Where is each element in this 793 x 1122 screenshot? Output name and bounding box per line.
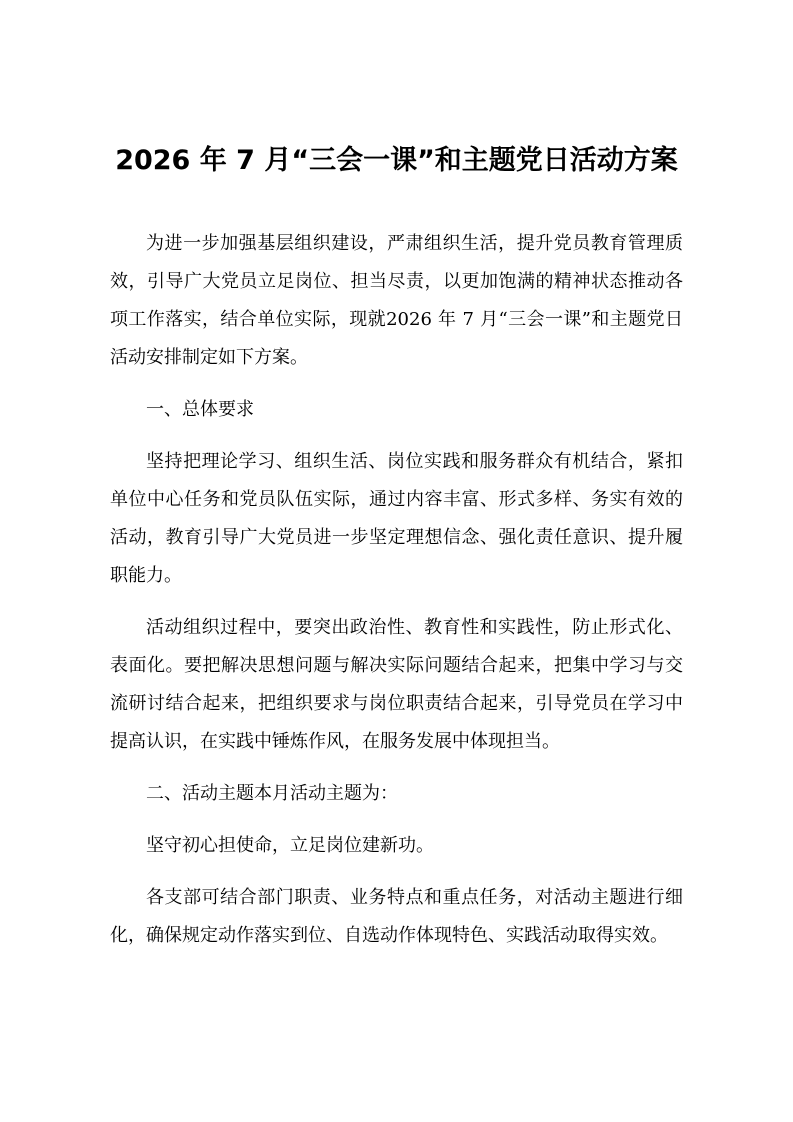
section-heading-general-requirements: 一、总体要求 [146, 399, 254, 420]
paragraph-gap [110, 813, 683, 827]
paragraph-theme-statement: 坚守初心担使命，立足岗位建新功。 [146, 835, 434, 856]
paragraph-intro: 为进一步加强基层组织建设，严肃组织生活，提升党员教育管理质效，引导广大党员立足岗位、担当尽责，以更加饱满的精神状态推动各项工作落实，结合单位实际，现就2026 年 7 月“三会一课”和主题党日活动安排制定如下方案。 [110, 233, 683, 368]
paragraph-general-requirements: 坚持把理论学习、组织生活、岗位实践和服务群众有机结合，紧扣单位中心任务和党员队伍实际，通过内容丰富、形式多样、务实有效的活动，教育引导广大党员进一步坚定理想信念、强化责任意识、提升履职能力。 [110, 451, 683, 586]
paragraph-gap [110, 595, 683, 609]
document-body [110, 225, 683, 955]
paragraph-organization-process: 活动组织过程中，要突出政治性、教育性和实践性，防止形式化、表面化。要把解决思想问题与解决实际问题结合起来，把集中学习与交流研讨结合起来，把组织要求与岗位职责结合起来，引导党员在学习中提高认识，在实践中锤炼作风，在服务发展中体现担当。 [110, 617, 683, 752]
paragraph-gap [110, 377, 683, 391]
paragraph-gap [110, 761, 683, 775]
paragraph-gap [110, 429, 683, 443]
section-heading-activity-theme: 二、活动主题本月活动主题为： [146, 783, 398, 804]
paragraph-branch-refinement: 各支部可结合部门职责、业务特点和重点任务，对活动主题进行细化，确保规定动作落实到位、自选动作体现特色、实践活动取得实效。 [110, 887, 683, 946]
document-title: 2026 年 7 月“三会一课”和主题党日活动方案 [115, 145, 678, 176]
paragraph-gap [110, 865, 683, 879]
